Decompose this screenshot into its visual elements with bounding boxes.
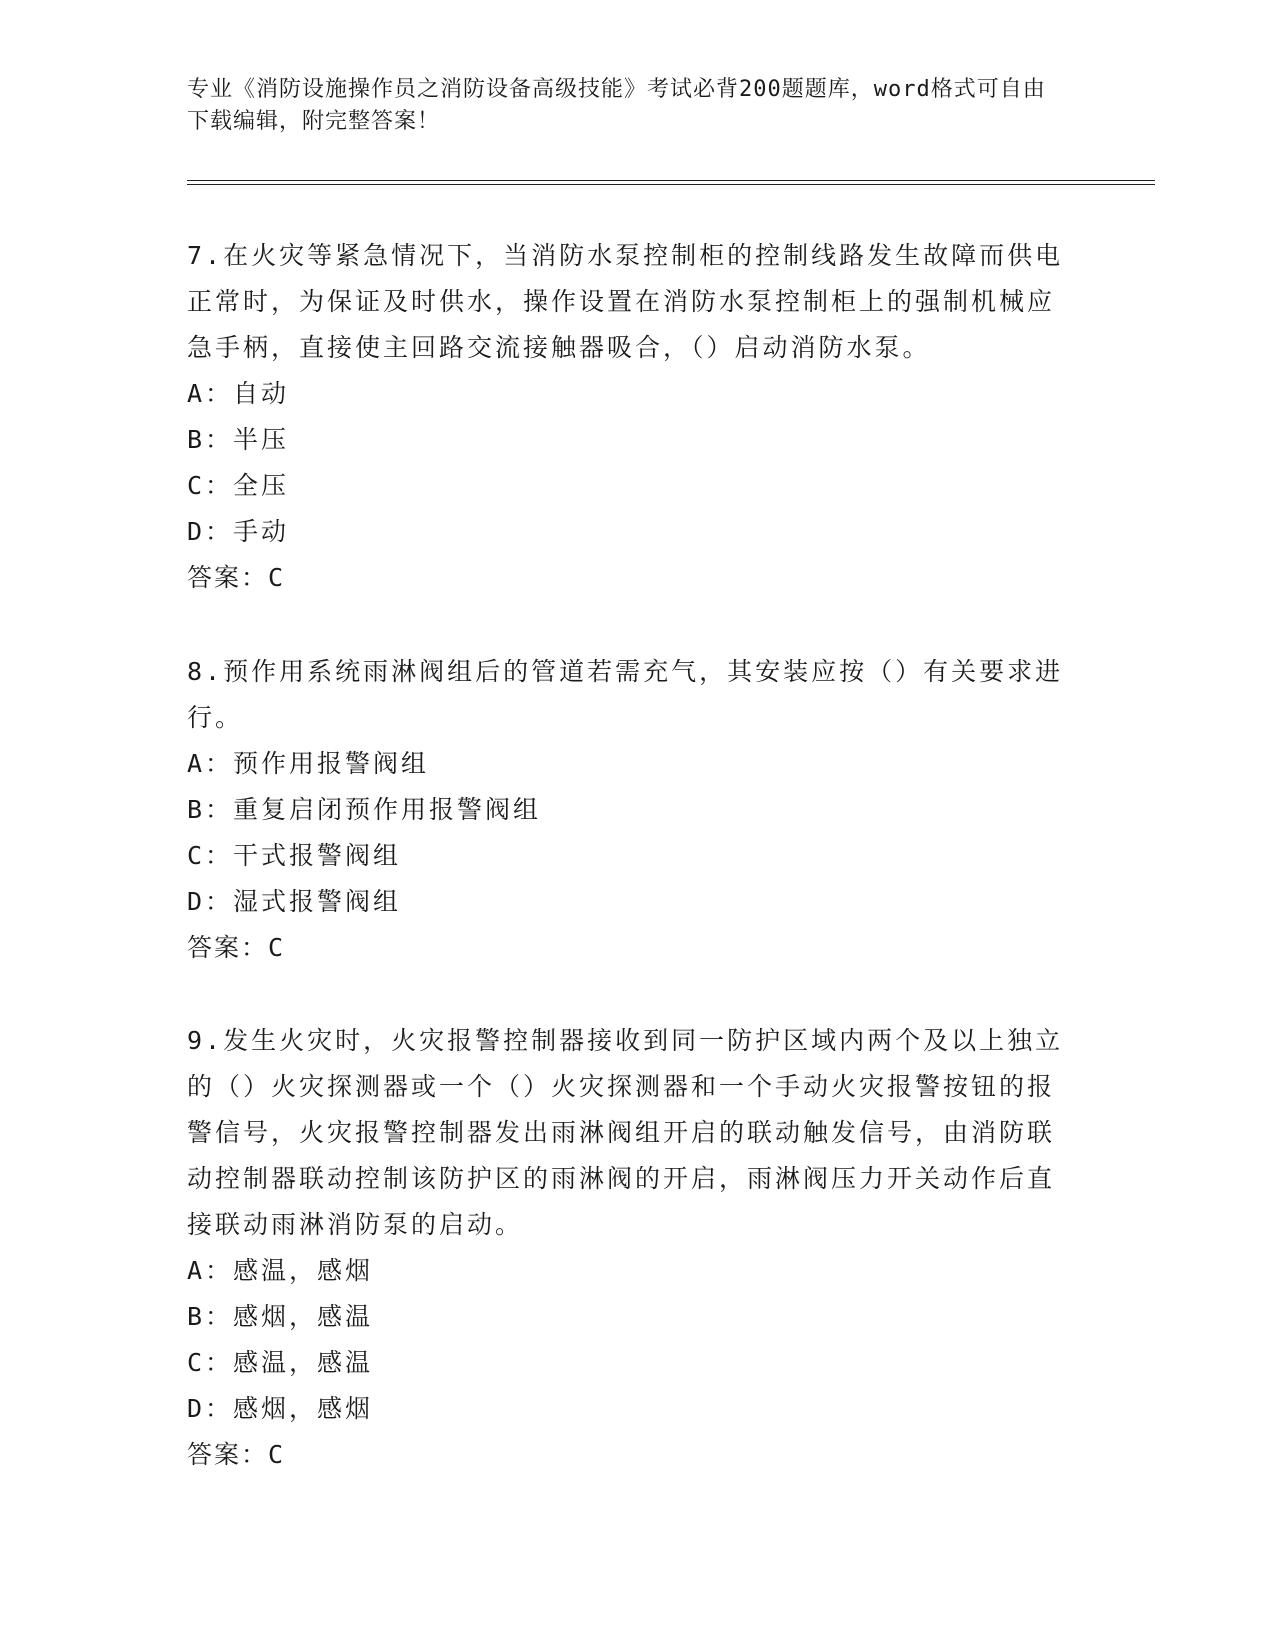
option-b: B：重复启闭预作用报警阀组	[187, 795, 542, 824]
question-9	[187, 1018, 1067, 1478]
question-7	[187, 233, 1067, 601]
option-d: D：手动	[187, 517, 290, 546]
option-a: A：预作用报警阀组	[187, 749, 430, 778]
question-text: 7.在火灾等紧急情况下，当消防水泵控制柜的控制线路发生故障而供电正常时，为保证及时供水，操作设置在消防水泵控制柜上的强制机械应急手柄，直接使主回路交流接触器吸合，（）启动消防水泵。	[187, 241, 1064, 362]
answer: 答案：C	[187, 1440, 286, 1469]
option-d: D：感烟，感烟	[187, 1394, 374, 1423]
header-divider-top	[187, 180, 1155, 181]
answer: 答案：C	[187, 933, 286, 962]
answer: 答案：C	[187, 563, 286, 592]
option-b: B：感烟，感温	[187, 1302, 374, 1331]
option-c: C：全压	[187, 471, 290, 500]
header-divider-bottom	[187, 184, 1155, 185]
option-a: A：感温，感烟	[187, 1256, 374, 1285]
question-text: 9.发生火灾时，火灾报警控制器接收到同一防护区域内两个及以上独立的（）火灾探测器或一个（）火灾探测器和一个手动火灾报警按钮的报警信号，火灾报警控制器发出雨淋阀组开启的联动触发信号，由消防联动控制器联动控制该防护区的雨淋阀的开启，雨淋阀压力开关动作后直接联动雨淋消防泵的启动。	[187, 1026, 1064, 1239]
document-header: 专业《消防设施操作员之消防设备高级技能》考试必背200题题库，word格式可自由下载编辑，附完整答案！	[187, 77, 1046, 134]
option-c: C：感温，感温	[187, 1348, 374, 1377]
option-b: B：半压	[187, 425, 290, 454]
option-d: D：湿式报警阀组	[187, 887, 402, 916]
question-text: 8.预作用系统雨淋阀组后的管道若需充气，其安装应按（）有关要求进行。	[187, 657, 1064, 732]
option-a: A：自动	[187, 379, 290, 408]
question-8	[187, 649, 1067, 971]
option-c: C：干式报警阀组	[187, 841, 402, 870]
